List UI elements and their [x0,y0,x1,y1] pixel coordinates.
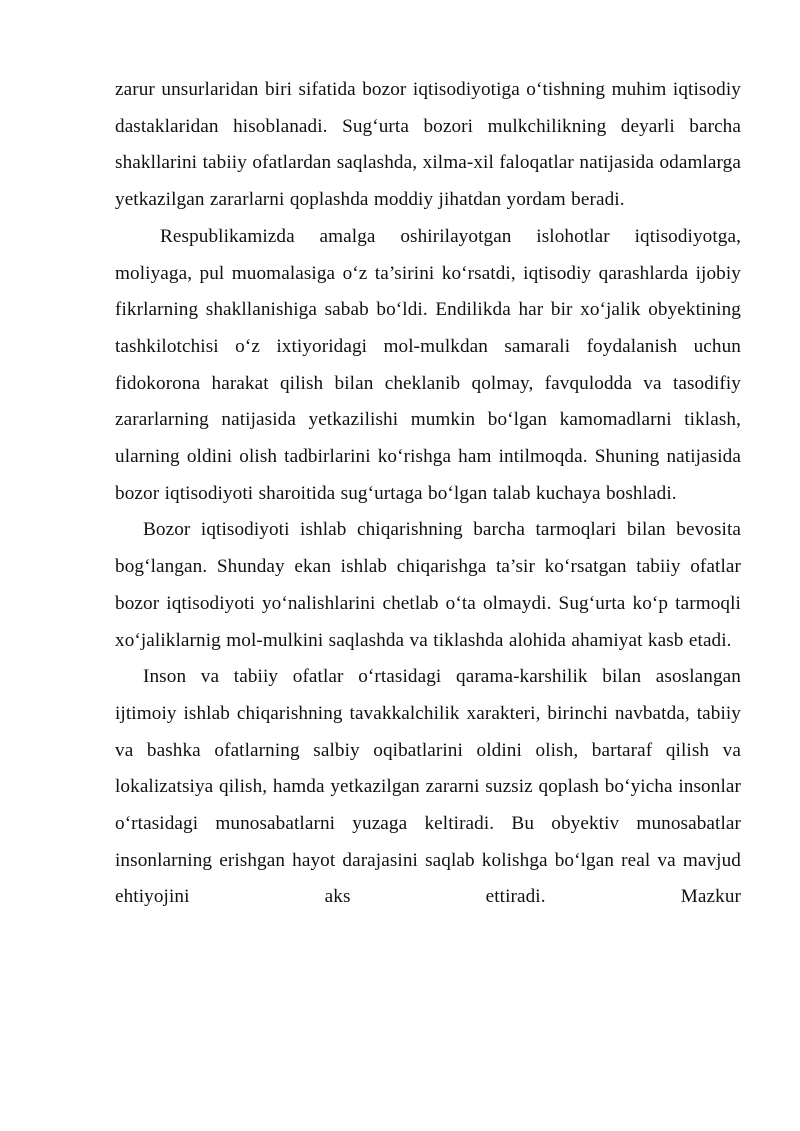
paragraph-4: Inson va tabiiy ofatlar o‘rtasidagi qarama-karshilik bilan asoslangan ijtimoiy ishlab chiqarishning tavakkalchilik xarakteri, birinchi navbatda, tabiiy va bashka ofatlarning salbiy oqibatlarini oldini olish, bartaraf qilish va lokalizatsiya qilish, hamda yetkazilgan zararni suzsiz qoplash bo‘yicha insonlar o‘rtasidagi munosabatlarni yuzaga keltiradi. Bu obyektiv munosabatlar insonlarning erishgan hayot darajasini saqlab kolishga bo‘lgan real va mavjud ehtiyojini aks ettiradi. Mazkur [115,666,741,908]
paragraph-2: Respublikamizda amalga oshirilayotgan islohotlar iqtisodiyotga, moliyaga, pul muomalasiga o‘z ta’sirini ko‘rsatdi, iqtisodiy qarashlarda ijobiy fikrlarning shakllanishiga sabab bo‘ldi. Endilikda har bir xo‘jalik obyektining tashkilotchisi o‘z ixtiyoridagi mol-mulkdan samarali foydalanish uchun fidokorona harakat qilish bilan cheklanib qolmay, favqulodda va tasodifiy zararlarning natijasida yetkazilishi mumkin bo‘lgan kamomadlarni tiklash, ularning oldini olish tadbirlarini ko‘rishga ham intilmoqda. Shuning natijasida bozor iqtisodiyoti sharoitida sug‘urtaga bo‘lgan talab kuchaya boshladi. [115,225,741,504]
paragraph-3: Bozor iqtisodiyoti ishlab chiqarishning barcha tarmoqlari bilan bevosita bog‘langan. Shunday ekan ishlab chiqarishga ta’sir ko‘rsatgan tabiiy ofatlar bozor iqtisodiyoti yo‘nalishlarini chetlab o‘ta olmaydi. Sug‘urta ko‘p tarmoqli xo‘jaliklarnig mol-mulkini saqlashda va tiklashda alohida ahamiyat kasb etadi. [115,519,741,651]
document-body [115,72,741,916]
paragraph-1: zarur unsurlaridan biri sifatida bozor iqtisodiyotiga o‘tishning muhim iqtisodiy dastaklaridan hisoblanadi. Sug‘urta bozori mulkchilikning deyarli barcha shakllarini tabiiy ofatlardan saqlashda, xilma-xil faloqatlar natijasida odamlarga yetkazilgan zararlarni qoplashda moddiy jihatdan yordam beradi. [115,79,741,211]
